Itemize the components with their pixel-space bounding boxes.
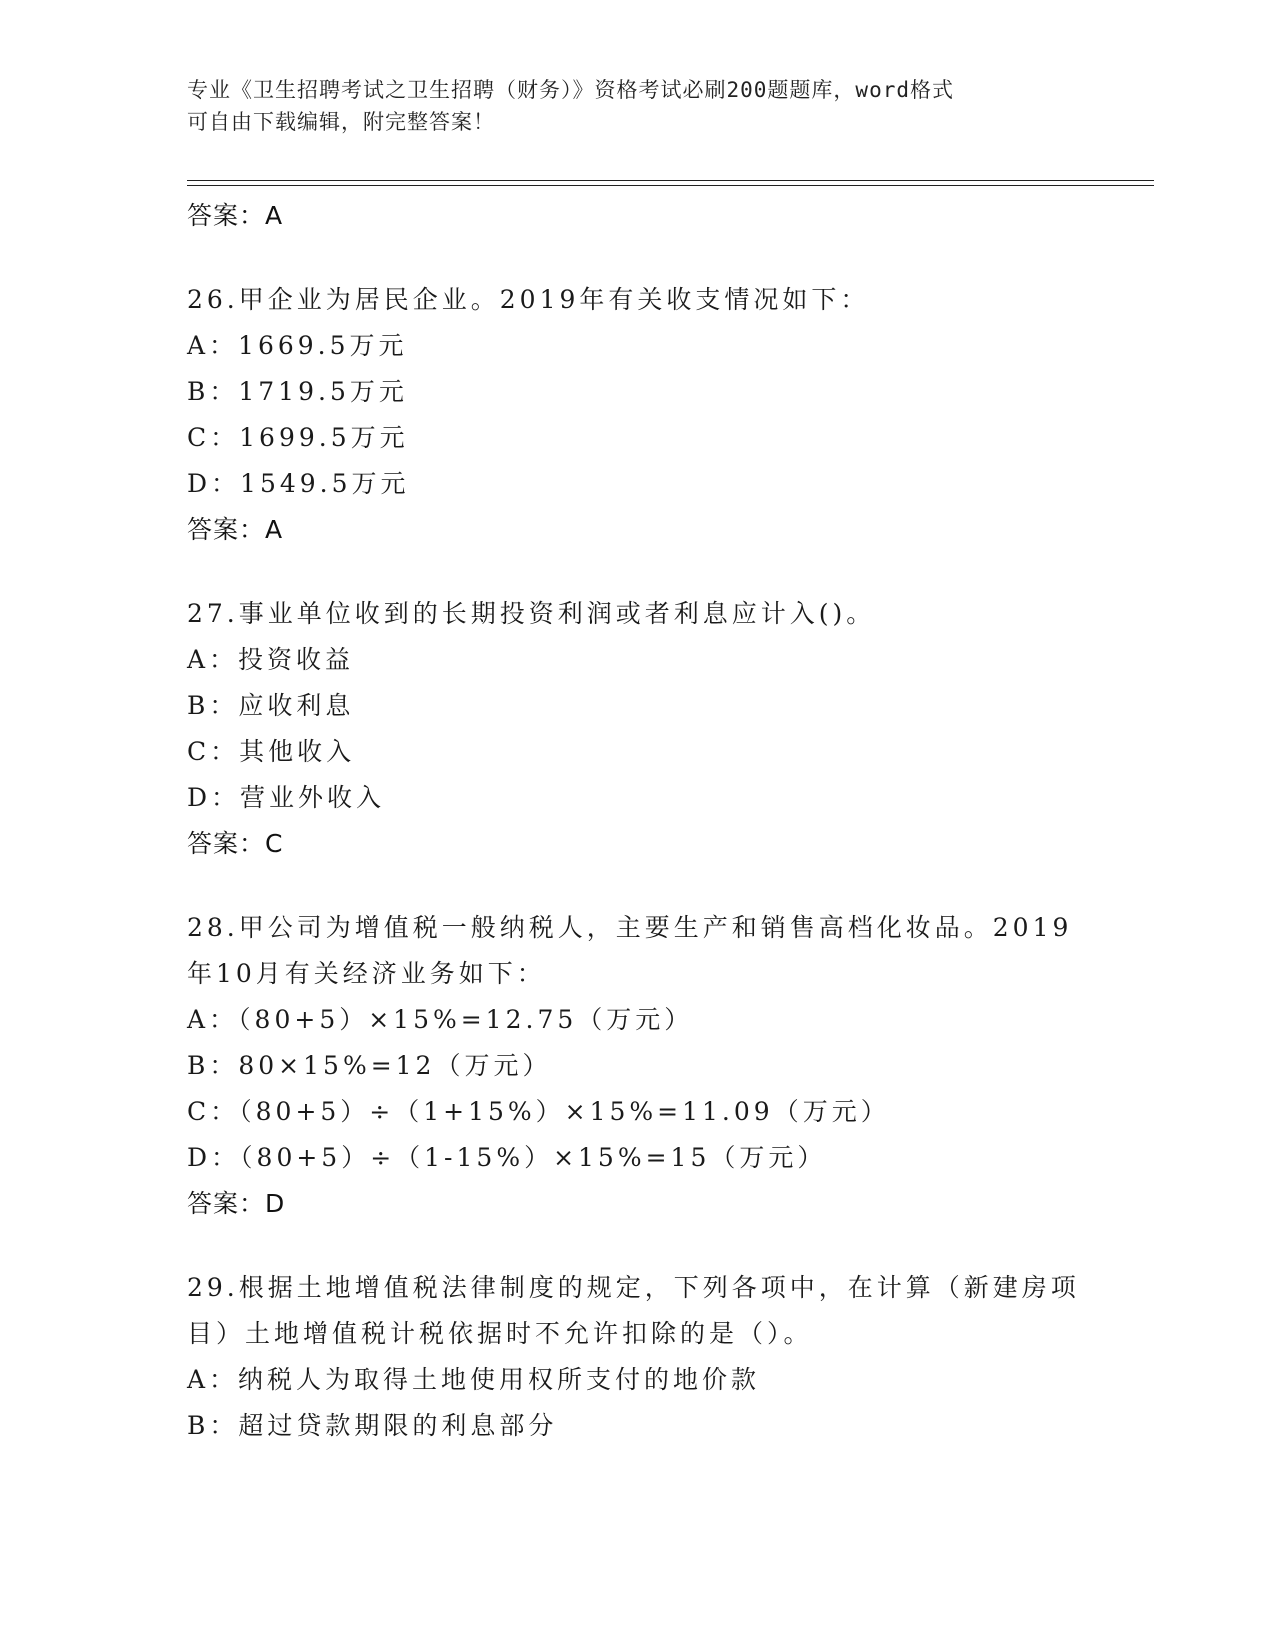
question-text: 26.甲企业为居民企业。2019年有关收支情况如下： — [187, 285, 870, 314]
header-divider-top — [187, 180, 1154, 181]
option-d: D：营业外收入 — [187, 783, 386, 812]
question-text-line-2: 目）土地增值税计税依据时不允许扣除的是（）。 — [187, 1319, 813, 1348]
question-text: 27.事业单位收到的长期投资利润或者利息应计入()。 — [187, 599, 876, 628]
question-28 — [187, 905, 1087, 1227]
question-text-line-1: 29.根据土地增值税法律制度的规定，下列各项中，在计算（新建房项 — [187, 1273, 1080, 1302]
option-b: B：1719.5万元 — [187, 377, 408, 406]
question-26 — [187, 277, 1087, 553]
document-header — [187, 74, 1087, 138]
answer-line: 答案：D — [187, 1189, 286, 1218]
option-c: C：其他收入 — [187, 737, 356, 766]
answer-line: 答案：A — [187, 201, 284, 230]
option-b: B：超过贷款期限的利息部分 — [187, 1411, 558, 1440]
option-a: A：1669.5万元 — [187, 331, 408, 360]
option-b: B：应收利息 — [187, 691, 355, 720]
answer-line: 答案：A — [187, 515, 284, 544]
header-line-1: 专业《卫生招聘考试之卫生招聘（财务）》资格考试必刷200题题库，word格式 — [187, 78, 954, 102]
option-a: A：（80+5）×15%=12.75（万元） — [187, 1005, 694, 1034]
option-b: B：80×15%=12（万元） — [187, 1051, 552, 1080]
option-a: A：纳税人为取得土地使用权所支付的地价款 — [187, 1365, 761, 1394]
header-divider-bottom — [187, 185, 1154, 186]
option-a: A：投资收益 — [187, 645, 355, 674]
option-c: C：1699.5万元 — [187, 423, 409, 452]
answer-line: 答案：C — [187, 829, 284, 858]
option-c: C：（80+5）÷（1+15%）×15%=11.09（万元） — [187, 1097, 890, 1126]
question-29 — [187, 1265, 1087, 1449]
option-d: D：（80+5）÷（1-15%）×15%=15（万元） — [187, 1143, 827, 1172]
document-body — [187, 193, 1087, 1449]
option-d: D：1549.5万元 — [187, 469, 410, 498]
header-line-2: 可自由下载编辑，附完整答案！ — [187, 110, 495, 134]
question-27 — [187, 591, 1087, 867]
question-text-line-2: 年10月有关经济业务如下： — [187, 959, 546, 988]
question-text-line-1: 28.甲公司为增值税一般纳税人，主要生产和销售高档化妆品。2019 — [187, 913, 1073, 942]
